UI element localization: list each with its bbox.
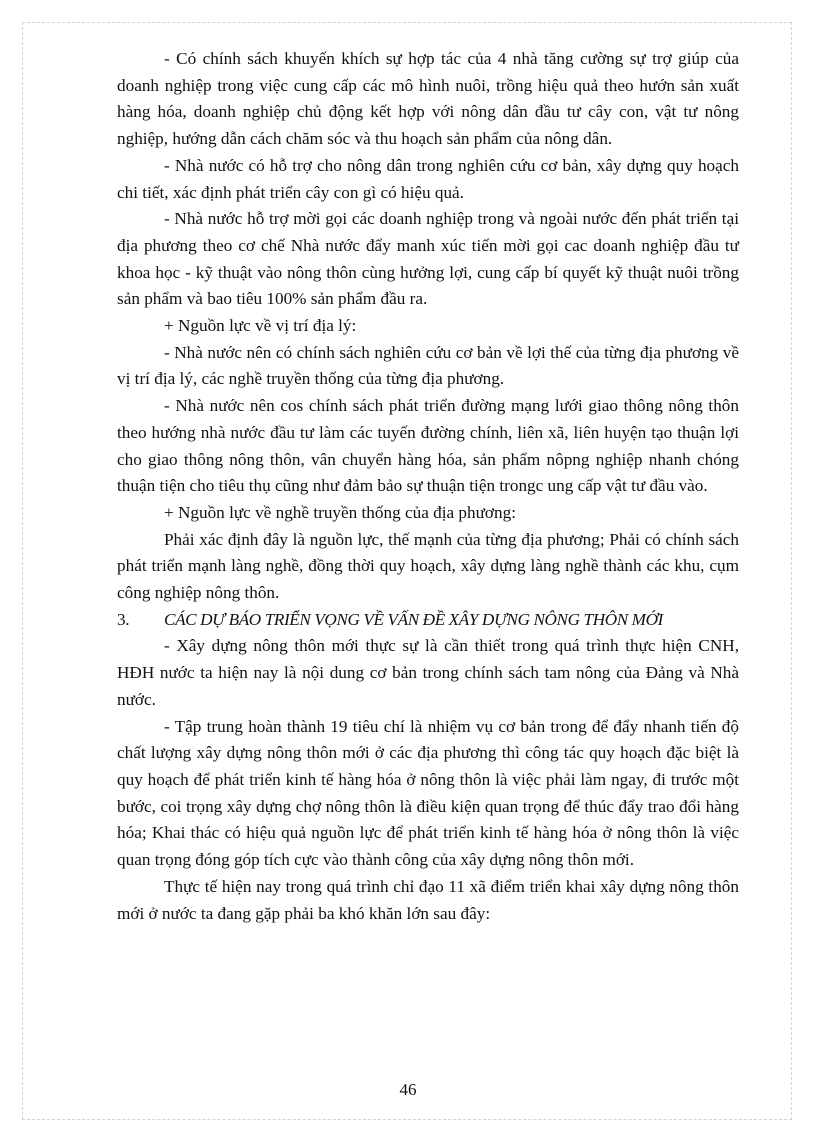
paragraph: - Xây dựng nông thôn mới thực sự là cần thiết trong quá trình thực hiện CNH, HĐH nước ta hiện nay là nội dung cơ bản trong chính sách tam nông của Đảng và Nhà nước. [117, 636, 739, 709]
section-number: 3. [117, 609, 130, 629]
paragraph: - Tập trung hoàn thành 19 tiêu chí là nhiệm vụ cơ bản trong để đẩy nhanh tiến độ chất lượng xây dựng nông thôn mới ở các địa phương thì công tác quy hoạch đặc biệt là quy hoạch để phát triển kinh tế hàng hóa ở nông thôn là việc phải làm ngay, đi trước một bước, coi trọng xây dựng chợ nông thôn là điều kiện quan trọng để thúc đẩy trao đổi hàng hóa; Khai thác có hiệu quả nguồn lực để phát triển kinh tế hàng hóa ở nông thôn là việc quan trọng đóng góp tích cực vào thành công của xây dựng nông thôn mới. [117, 716, 739, 870]
paragraph: + Nguồn lực về vị trí địa lý: [164, 316, 357, 336]
paragraph: - Nhà nước nên có chính sách nghiên cứu cơ bản về lợi thế của từng địa phương về vị trí địa lý, các nghề truyền thống của từng địa phương. [117, 342, 739, 389]
paragraph: - Nhà nước hỗ trợ mời gọi các doanh nghiệp trong và ngoài nước đến phát triển tại địa phương theo cơ chế Nhà nước đẩy manh xúc tiến mời gọi cac doanh nghiệp đầu tư khoa học - kỹ thuật vào nông thôn cùng hưởng lợi, cung cấp bí quyết kỹ thuật nuôi trồng sản phẩm và bao tiêu 100% sản phẩm đầu ra. [117, 209, 739, 309]
paragraph: - Có chính sách khuyến khích sự hợp tác của 4 nhà tăng cường sự trợ giúp của doanh nghiệp trong việc cung cấp các mô hình nuôi, trồng hiệu quả theo hướn sản xuất hàng hóa, doanh nghiệp chủ động kết hợp với nông dân đầu tư cây con, vật tư nông nghiệp, hướng dẫn cách chăm sóc và thu hoạch sản phẩm của nông dân. [117, 49, 739, 149]
paragraph: - Nhà nước nên cos chính sách phát triển đường mạng lưới giao thông nông thôn theo hướng nhà nước đầu tư làm các tuyến đường chính, liên xã, liên huyện tạo thuận lợi cho giao thông nông thôn, vân chuyển hàng hóa, sản phẩm nôpng nghiệp nhanh chóng thuận tiện cho tiêu thụ cũng như đảm bảo sự thuận tiện trongc ung cấp vật tư đầu vào. [117, 396, 739, 496]
paragraph: Phải xác định đây là nguồn lực, thế mạnh của từng địa phương; Phải có chính sách phát triển mạnh làng nghề, đồng thời quy hoạch, xây dựng làng nghề thành các khu, cụm công nghiệp nông thôn. [117, 529, 739, 603]
document-body [117, 46, 739, 927]
paragraph: Thực tế hiện nay trong quá trình chỉ đạo 11 xã điểm triển khai xây dựng nông thôn mới ở nước ta đang gặp phải ba khó khăn lớn sau đây: [117, 876, 739, 923]
section-heading [117, 607, 739, 634]
section-title: CÁC DỰ BÁO TRIỂN VỌNG VỀ VẤN ĐỀ XÂY DỰNG NÔNG THÔN MỚI [164, 609, 663, 629]
paragraph: + Nguồn lực về nghề truyền thống của địa phương: [164, 502, 516, 522]
page-number: 46 [399, 1080, 417, 1099]
paragraph: - Nhà nước có hỗ trợ cho nông dân trong nghiên cứu cơ bản, xây dựng quy hoạch chi tiết, xác định phát triển cây con gì có hiệu quả. [117, 155, 739, 202]
